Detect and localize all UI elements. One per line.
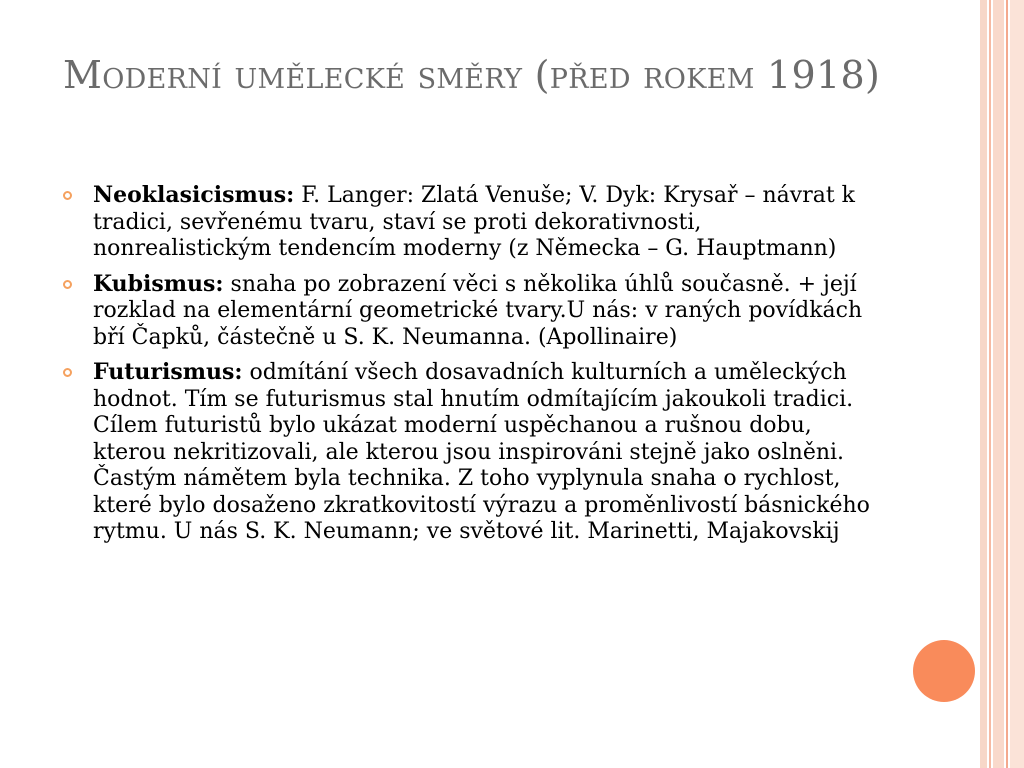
- bullet-term: Futurismus:: [93, 359, 243, 385]
- orange-circle-decoration: [913, 640, 975, 702]
- slide-title: Moderní umělecké směry (před rokem 1918): [63, 53, 881, 97]
- bullet-icon: [63, 191, 72, 200]
- bullet-term: Kubismus:: [93, 270, 224, 297]
- bullet-text: snaha po zobrazení věci s několika úhlů současně. + její rozklad na elementární geometrické tvary.U nás: v raných povídkách bří Čapků, částečně u S. K. Neumanna. (Apollinaire): [93, 271, 863, 350]
- bullet-text: F. Langer: Zlatá Venuše; V. Dyk: Krysař – návrat k tradici, sevřenému tvaru, staví se proti dekorativnosti, nonrealistickým tendencím moderny (z Německa – G. Hauptmann): [93, 183, 856, 261]
- decorative-stripe: [980, 0, 987, 768]
- decorative-stripe: [1010, 0, 1024, 768]
- bullet-text: odmítání všech dosavadních kulturních a uměleckých hodnot. Tím se futurismus stal hnutím odmítajícím jakoukoli tradici. Cílem futuristů bylo ukázat moderní uspěchanou a rušnou dobu, kterou nekritizovali, ale kterou jsou inspirováni stejně jako oslněni. Častým námětem byla technika. Z toho vyplynula snaha o rychlost, které bylo dosaženo zkratkovitostí výrazu a proměnlivostí básnického rytmu. U nás S. K. Neumann; ve světové lit. Marinetti, Majakovskij: [93, 360, 870, 544]
- bullet-term: Neoklasicismus:: [93, 182, 295, 208]
- decorative-stripe: [993, 0, 1004, 768]
- decorative-stripe: [989, 0, 991, 768]
- bullet-item-futurismus: [63, 359, 883, 546]
- bullet-list: [63, 182, 883, 554]
- bullet-icon: [63, 280, 72, 289]
- bullet-icon: [63, 368, 72, 377]
- decorative-stripe: [1006, 0, 1008, 768]
- bullet-item-kubismus: [63, 271, 883, 352]
- bullet-item-neoklasicismus: [63, 182, 883, 263]
